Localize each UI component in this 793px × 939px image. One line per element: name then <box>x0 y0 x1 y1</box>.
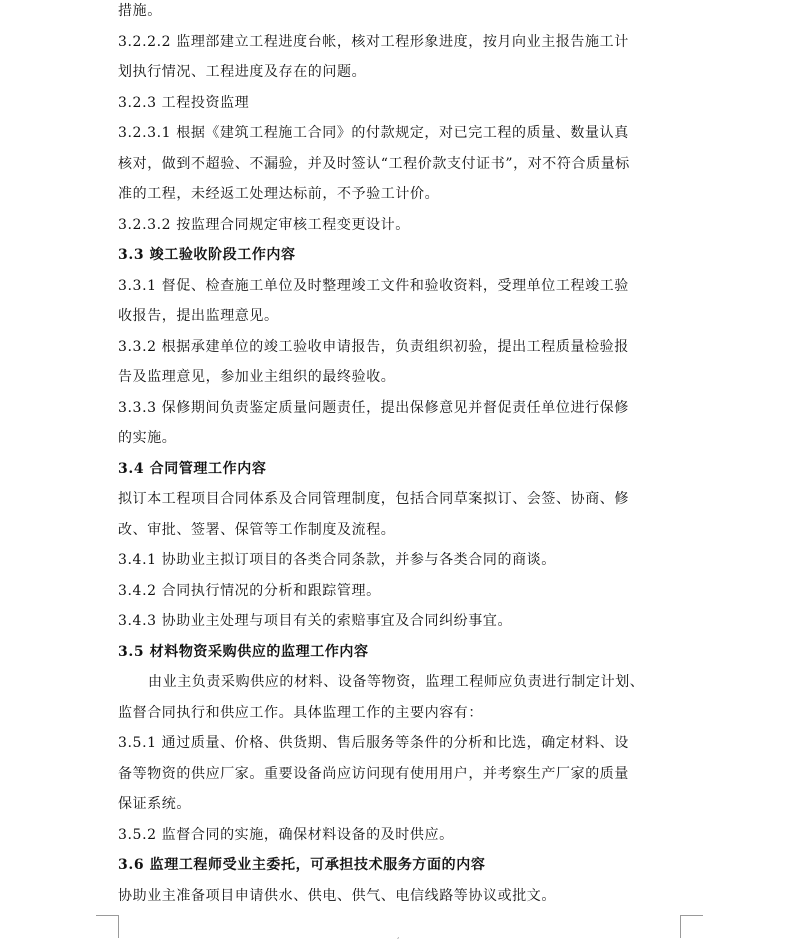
paragraph-line: 3.2.3.2 按监理合同规定审核工程变更设计。 <box>118 216 410 233</box>
paragraph-line: 监督合同执行和供应工作。具体监理工作的主要内容有： <box>118 704 483 721</box>
paragraph-line: 3.2.3 工程投资监理 <box>118 94 250 111</box>
paragraph-line: 3.3.3 保修期间负责鉴定质量问题责任，提出保修意见并督促责任单位进行保修 <box>118 399 629 416</box>
paragraph-line: 由业主负责采购供应的材料、设备等物资，监理工程师应负责进行制定计划、 <box>148 674 645 690</box>
paragraph-line: 划执行情况、工程进度及存在的问题。 <box>118 64 367 80</box>
footer-mark: ¸ <box>396 930 400 939</box>
bottom-right-corner-mark <box>680 915 703 938</box>
paragraph-line: 核对，做到不超验、不漏验，并及时签认“工程价款支付证书”，对不符合质量标 <box>118 155 630 172</box>
bottom-left-corner-mark <box>96 915 119 938</box>
paragraph-line: 告及监理意见，参加业主组织的最终验收。 <box>118 369 396 385</box>
paragraph-line: 3.5.2 监督合同的实施，确保材料设备的及时供应。 <box>118 826 454 843</box>
paragraph-line: 3.3.2 根据承建单位的竣工验收申请报告，负责组织初验，提出工程质量检验报 <box>118 338 629 355</box>
paragraph-line: 3.4.1 协助业主拟订项目的各类合同条款，并参与各类合同的商谈。 <box>118 552 556 568</box>
paragraph-line: 的实施。 <box>118 430 177 446</box>
paragraph-line: 保证系统。 <box>118 796 191 812</box>
paragraph-line: 措施。 <box>118 3 162 19</box>
section-heading: 3.3 竣工验收阶段工作内容 <box>118 247 296 263</box>
section-heading: 3.4 合同管理工作内容 <box>118 460 267 477</box>
paragraph-line: 拟订本工程项目合同体系及合同管理制度，包括合同草案拟订、会签、协商、修 <box>118 491 629 507</box>
paragraph-line: 准的工程，未经返工处理达标前，不予验工计价。 <box>118 186 440 202</box>
paragraph-line: 3.4.2 合同执行情况的分析和跟踪管理。 <box>118 582 381 599</box>
paragraph-line: 收报告，提出监理意见。 <box>118 308 279 324</box>
section-heading: 3.6 监理工程师受业主委托，可承担技术服务方面的内容 <box>118 857 486 873</box>
paragraph-line: 3.4.3 协助业主处理与项目有关的索赔事宜及合同纠纷事宜。 <box>118 613 513 629</box>
paragraph-line: 协助业主准备项目申请供水、供电、供气、电信线路等协议或批文。 <box>118 887 556 904</box>
paragraph-line: 3.3.1 督促、检查施工单位及时整理竣工文件和验收资料，受理单位工程竣工验 <box>118 277 629 294</box>
paragraph-line: 3.5.1 通过质量、价格、供货期、售后服务等条件的分析和比选，确定材料、设 <box>118 735 629 751</box>
paragraph-line: 3.2.2.2 监理部建立工程进度台帐，核对工程形象进度，按月向业主报告施工计 <box>118 33 629 50</box>
section-heading: 3.5 材料物资采购供应的监理工作内容 <box>118 643 369 660</box>
paragraph-line: 改、审批、签署、保管等工作制度及流程。 <box>118 521 396 538</box>
paragraph-line: 备等物资的供应厂家。重要设备尚应访问现有使用用户，并考察生产厂家的质量 <box>118 765 629 782</box>
paragraph-line: 3.2.3.1 根据《建筑工程施工合同》的付款规定，对已完工程的质量、数量认真 <box>118 125 629 141</box>
